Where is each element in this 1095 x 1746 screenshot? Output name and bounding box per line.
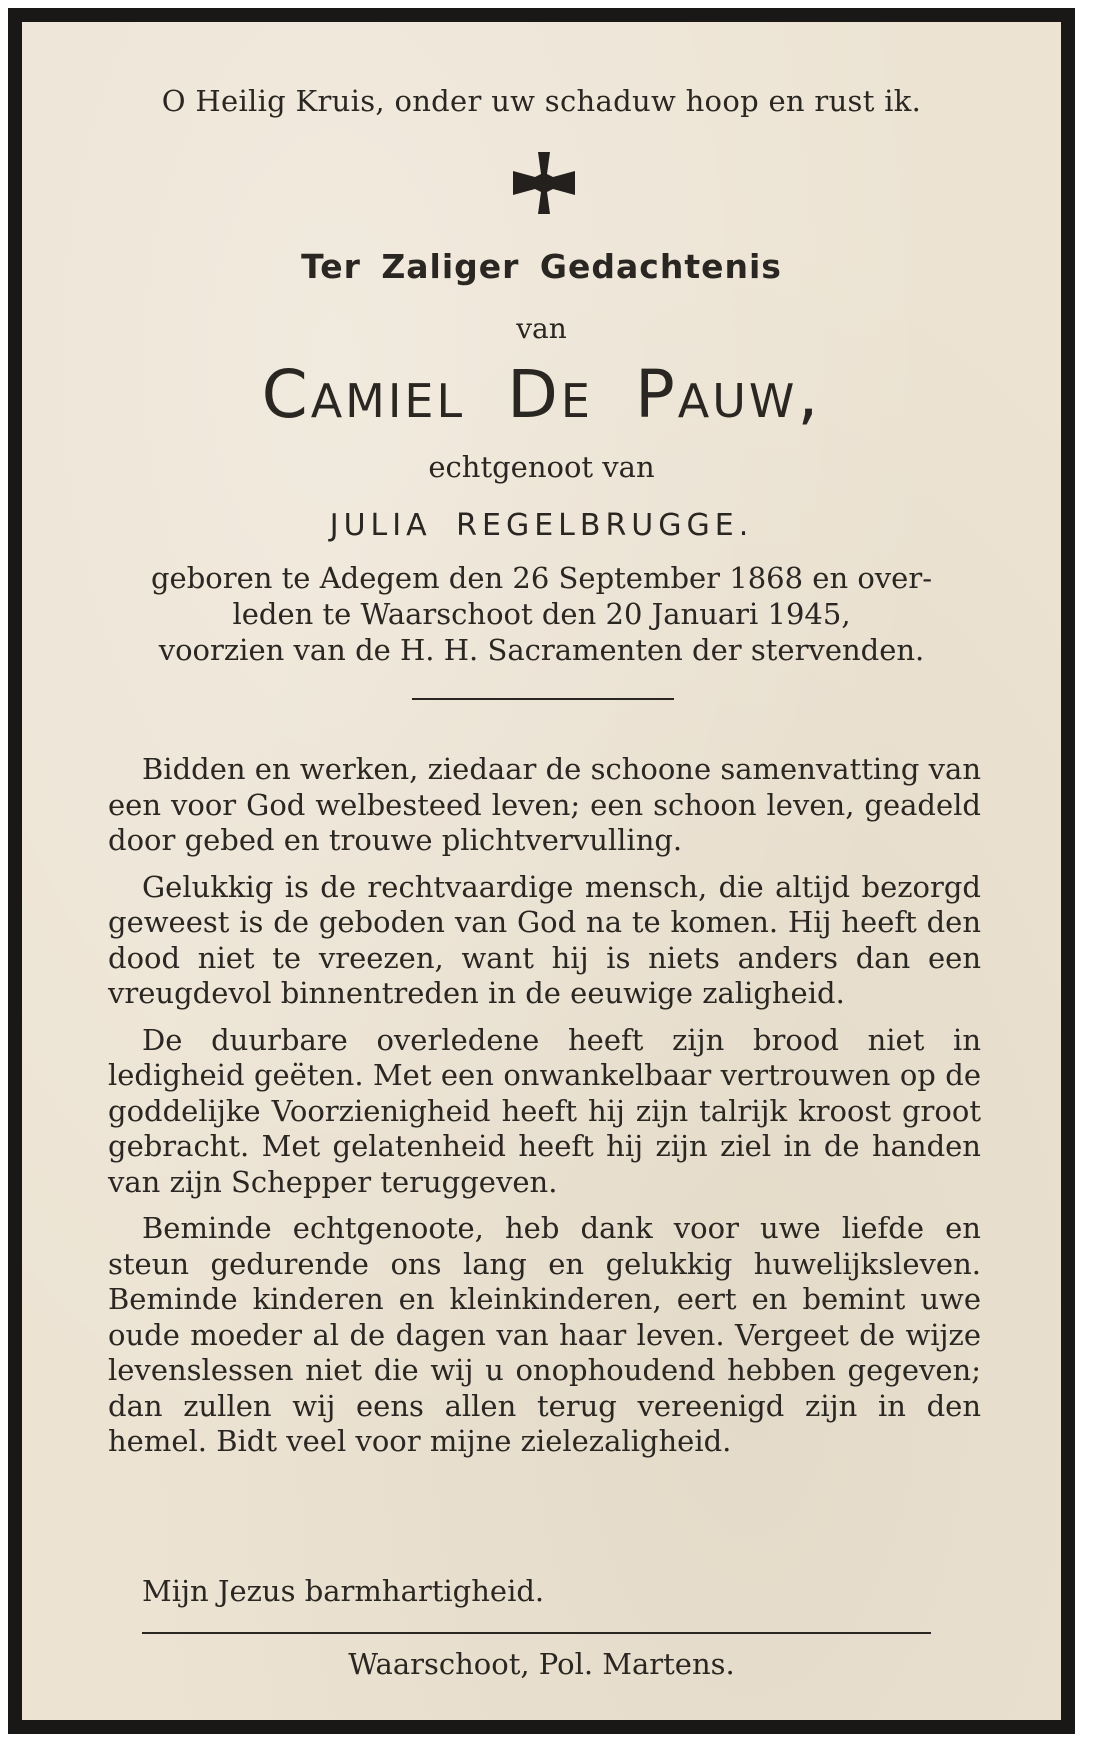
dates-line: geboren te Adegem den 26 September 1868 en over- — [150, 561, 933, 595]
paragraph: Gelukkig is de rechtvaardige mensch, die altijd bezorgd geweest is de geboden van God na te komen. Hij heeft den dood niet te vreezen, want hij is niets anders dan een vreugdevol binnentreden in de eeuwige zaligheid. — [108, 869, 981, 1010]
cross-pattee-icon — [511, 150, 577, 216]
deceased-name: Camiel De Pauw, — [261, 356, 822, 433]
paragraph: De duurbare overledene heeft zijn brood niet in ledigheid geëten. Met een onwankelbaar vertrouwen op de goddelijke Voorzienigheid heeft hij zijn talrijk kroost groot gebracht. Met gelatenheid heeft hij zijn ziel in de handen van zijn Schepper teruggeven. — [108, 1022, 981, 1199]
closing-prayer: Mijn Jezus barmhartigheid. — [142, 1574, 545, 1608]
divider-short — [412, 698, 674, 700]
van-label: van — [516, 312, 567, 345]
paragraph: Beminde echtgenoote, heb dank voor uwe liefde en steun gedurende ons lang en gelukkig huwelijksleven. Beminde kinderen en kleinkinderen, eert en bemint uwe oude moeder al de dagen van haar leven. Vergeet de wijze levenslessen niet die wij u onophoudend hebben gegeven; dan zullen wij eens allen terug vereenigd zijn in den hemel. Bidt veel voor mijne zielezaligheid. — [108, 1211, 981, 1458]
card-paper — [22, 22, 1061, 1720]
spouse-name: JULIA REGELBRUGGE. — [329, 508, 754, 543]
motto: O Heilig Kruis, onder uw schaduw hoop en rust ik. — [161, 84, 922, 118]
dates-line: leden te Waarschoot den 20 Januari 1945, — [232, 597, 851, 631]
body-text — [108, 752, 981, 1471]
memorial-card — [8, 8, 1075, 1734]
spouse-intro: echtgenoot van — [428, 450, 655, 484]
paragraph: Bidden en werken, ziedaar de schoone samenvatting van een voor God welbesteed leven; een schoon leven, geadeld door gebed en trouwe plichtvervulling. — [108, 752, 981, 857]
dates-line: voorzien van de H. H. Sacramenten der stervenden. — [158, 633, 925, 667]
birth-death-dates — [82, 560, 1001, 668]
heading: Ter Zaliger Gedachtenis — [301, 247, 782, 286]
divider-long — [142, 1632, 931, 1634]
printer-credit: Waarschoot, Pol. Martens. — [348, 1647, 735, 1681]
